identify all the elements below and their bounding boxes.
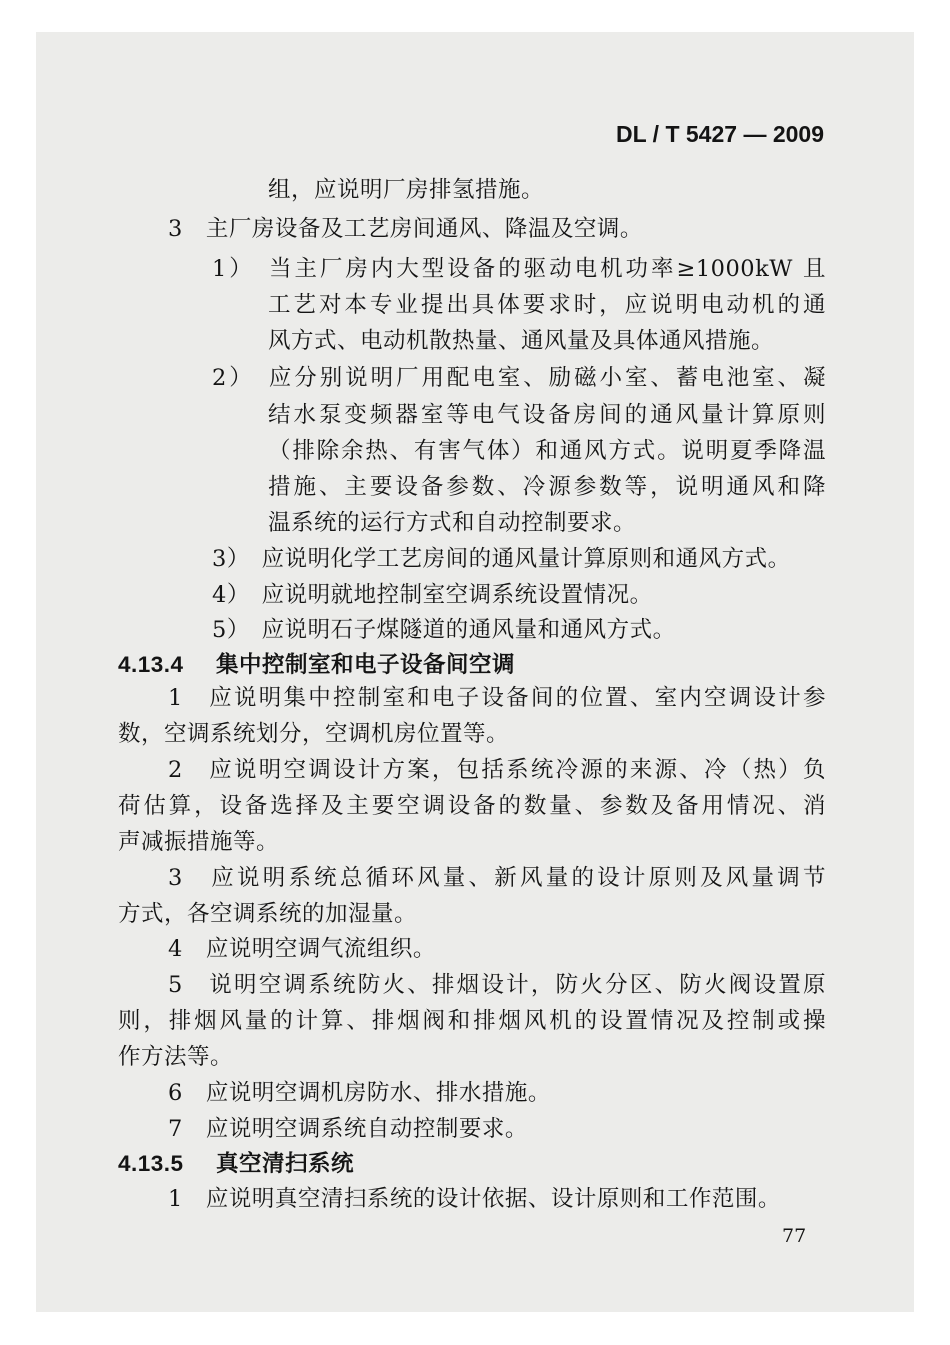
section-4-13-4-heading bbox=[118, 647, 515, 683]
document-code-header: DL / T 5427 — 2009 bbox=[616, 121, 824, 147]
subitem-1-line-1: 1） 当主厂房内大型设备的驱动电机功率≥1000kW 且 bbox=[212, 256, 826, 282]
subitem-4: 4） 应说明就地控制室空调系统设置情况。 bbox=[212, 582, 653, 608]
subitem-2-line-2: 结水泵变频器室等电气设备房间的通风量计算原则 bbox=[268, 402, 826, 428]
subitem-2-line-3: （排除余热、有害气体）和通风方式。说明夏季降温 bbox=[268, 438, 826, 464]
item-3-heading: 3 主厂房设备及工艺房间通风、降温及空调。 bbox=[168, 216, 643, 242]
subitem-1-line-3: 风方式、电动机散热量、通风量及具体通风措施。 bbox=[268, 328, 775, 354]
para-2-line-3: 声减振措施等。 bbox=[118, 829, 280, 855]
para-4: 4 应说明空调气流组织。 bbox=[168, 936, 436, 962]
subitem-2-line-1: 2） 应分别说明厂用配电室、励磁小室、蓄电池室、凝 bbox=[212, 365, 826, 391]
page-number: 77 bbox=[782, 1225, 807, 1247]
para-6: 6 应说明空调机房防水、排水措施。 bbox=[168, 1080, 551, 1106]
para-3-line-1: 3 应说明系统总循环风量、新风量的设计原则及风量调节 bbox=[168, 865, 826, 891]
para-5-line-1: 5 说明空调系统防火、排烟设计，防火分区、防火阀设置原 bbox=[168, 972, 826, 998]
para-5-line-3: 作方法等。 bbox=[118, 1044, 234, 1070]
para-3-line-2: 方式，各空调系统的加湿量。 bbox=[118, 901, 418, 927]
para-5-line-2: 则，排烟风量的计算、排烟阀和排烟风机的设置情况及控制或操 bbox=[118, 1008, 826, 1034]
section-4-13-5-heading bbox=[118, 1146, 354, 1182]
continued-text: 组，应说明厂房排氢措施。 bbox=[268, 177, 545, 203]
para-1-line-1: 1 应说明集中控制室和电子设备间的位置、室内空调设计参 bbox=[168, 685, 826, 711]
section-number: 4.13.4 bbox=[118, 652, 184, 677]
para-4-13-5-1: 1 应说明真空清扫系统的设计依据、设计原则和工作范围。 bbox=[168, 1186, 781, 1212]
subitem-1-line-2: 工艺对本专业提出具体要求时，应说明电动机的通 bbox=[268, 292, 826, 318]
subitem-3: 3） 应说明化学工艺房间的通风量计算原则和通风方式。 bbox=[212, 546, 791, 572]
subitem-2-line-4: 措施、主要设备参数、冷源参数等，说明通风和降 bbox=[268, 474, 826, 500]
para-2-line-2: 荷估算，设备选择及主要空调设备的数量、参数及备用情况、消 bbox=[118, 793, 826, 819]
subitem-2-line-5: 温系统的运行方式和自动控制要求。 bbox=[268, 510, 637, 536]
subitem-5: 5） 应说明石子煤隧道的通风量和通风方式。 bbox=[212, 617, 676, 643]
para-7: 7 应说明空调系统自动控制要求。 bbox=[168, 1116, 528, 1142]
section-title: 集中控制室和电子设备间空调 bbox=[216, 652, 516, 678]
section-title: 真空清扫系统 bbox=[216, 1151, 355, 1177]
section-number: 4.13.5 bbox=[118, 1151, 184, 1176]
para-1-line-2: 数，空调系统划分，空调机房位置等。 bbox=[118, 721, 510, 747]
para-2-line-1: 2 应说明空调设计方案，包括系统冷源的来源、冷（热）负 bbox=[168, 757, 826, 783]
